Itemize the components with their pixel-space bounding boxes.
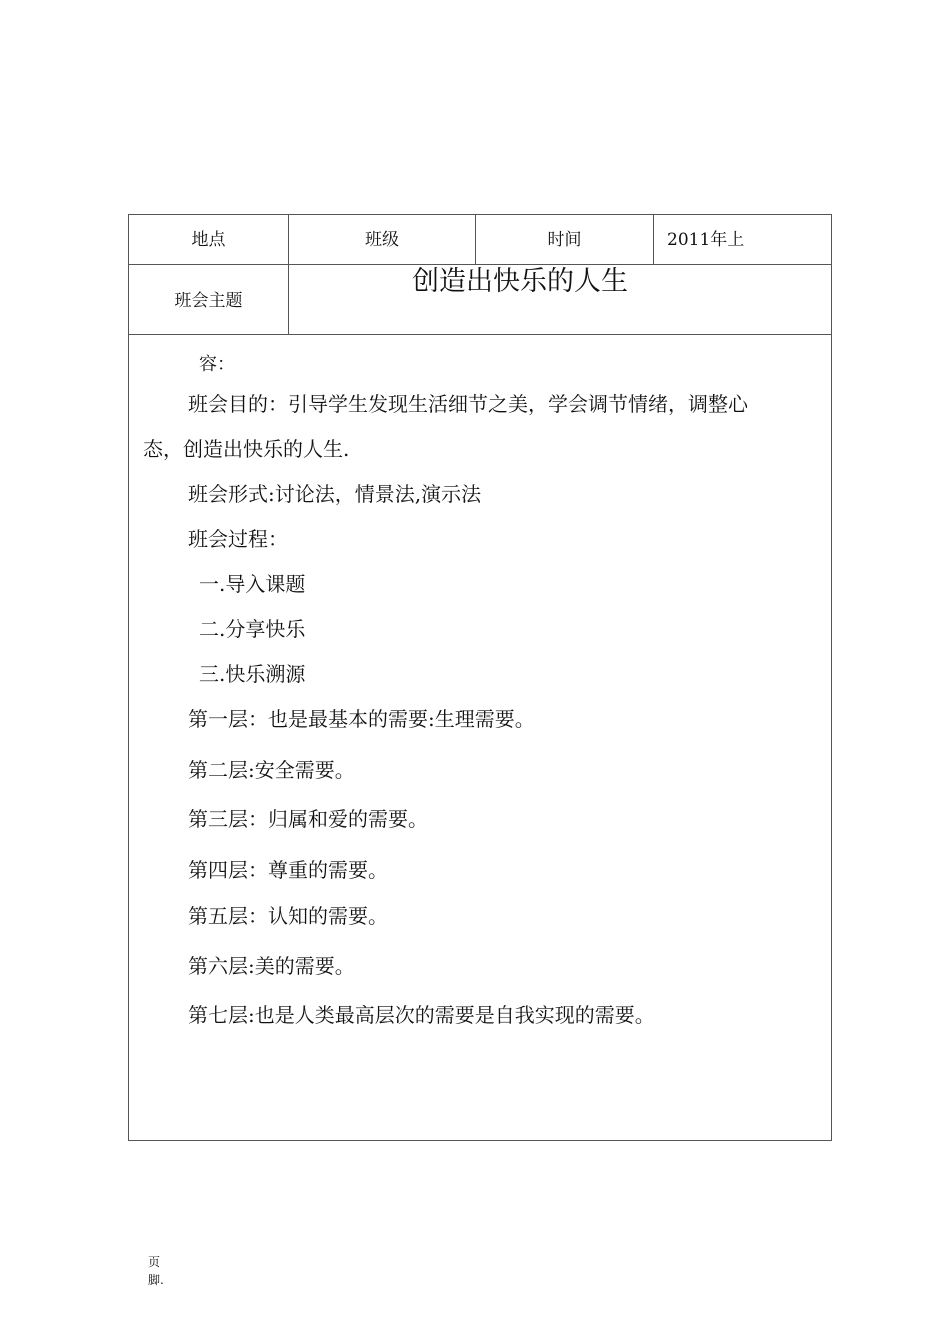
step-1: 一.导入课题 <box>199 572 306 596</box>
class-label: 班级 <box>365 230 399 250</box>
layer-2: 第二层:安全需要。 <box>188 758 355 782</box>
theme-value: 创造出快乐的人生 <box>412 266 628 297</box>
step-3: 三.快乐溯源 <box>199 662 306 686</box>
footer-line-1: 页 <box>148 1255 161 1269</box>
meeting-process: 班会过程： <box>188 527 288 551</box>
footer-line-2: 脚. <box>148 1273 164 1287</box>
purpose-line-2: 态，创造出快乐的人生. <box>143 437 350 461</box>
purpose-line-1: 班会目的：引导学生发现生活细节之美，学会调节情绪，调整心 <box>188 392 748 416</box>
time-value: 2011年上 <box>667 230 745 250</box>
layer-5: 第五层：认知的需要。 <box>188 904 388 928</box>
time-label: 时间 <box>547 230 582 250</box>
row-divider-2 <box>129 334 831 335</box>
place-label: 地点 <box>191 230 226 250</box>
theme-label: 班会主题 <box>174 291 243 311</box>
layer-1: 第一层：也是最基本的需要:生理需要。 <box>188 707 535 731</box>
class-meeting-form <box>128 214 832 1141</box>
step-2: 二.分享快乐 <box>199 617 306 641</box>
layer-6: 第六层:美的需要。 <box>188 954 355 978</box>
col-divider-3 <box>653 215 654 264</box>
meeting-form: 班会形式:讨论法，情景法,演示法 <box>188 482 482 506</box>
layer-4: 第四层：尊重的需要。 <box>188 858 388 882</box>
content-heading: 容： <box>199 354 235 375</box>
layer-7: 第七层:也是人类最高层次的需要是自我实现的需要。 <box>188 1003 655 1027</box>
layer-3: 第三层：归属和爱的需要。 <box>188 807 428 831</box>
